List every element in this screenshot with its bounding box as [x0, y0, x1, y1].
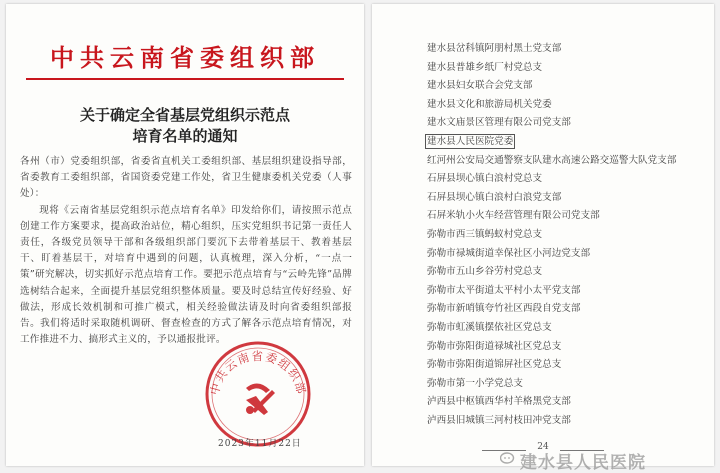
list-item [427, 412, 707, 431]
list-item [427, 189, 707, 208]
list-item [427, 59, 707, 78]
list-item [427, 96, 707, 115]
list-item [427, 170, 707, 189]
demonstration-list [427, 40, 707, 430]
watermark-text: 建水县人民医院 [520, 453, 646, 473]
list-item [427, 207, 707, 226]
list-item-text: 弥勒市弥阳街道禄城社区党总支 [427, 340, 562, 352]
svg-text:中共云南省委组织部: 中共云南省委组织部 [207, 349, 309, 397]
list-item [427, 338, 707, 357]
list-item-text: 弥勒市太平街道太平村小太平党支部 [427, 284, 581, 296]
list-item [427, 319, 707, 338]
list-item [427, 356, 707, 375]
list-item [427, 375, 707, 394]
page-number: 24 [537, 442, 549, 452]
list-item [427, 133, 707, 152]
list-item-text: 石屏县坝心镇白浪村白浪党支部 [427, 191, 562, 203]
notice-title-line1: 关于确定全省基层党组织示范点 [79, 106, 290, 124]
list-item-text: 弥勒市新哨镇夸竹社区西段自党支部 [427, 303, 581, 315]
list-item-text: 泸西县旧城镇三河村枝田冲党支部 [427, 414, 571, 426]
list-item-text: 弥勒市禄城街道幸保社区小河边党支部 [427, 247, 591, 259]
notice-body [20, 152, 352, 348]
list-item [427, 226, 707, 245]
list-item-text: 弥勒市五山乡谷劳村党总支 [427, 266, 543, 278]
list-item-text: 建水县人民医院党委 [427, 135, 514, 147]
left-document-page [6, 4, 364, 466]
official-seal-icon [202, 338, 314, 450]
list-item [427, 152, 707, 171]
list-item [427, 114, 707, 133]
list-item [427, 300, 707, 319]
list-item-text: 泸西县中枢镇西华村羊格黑党支部 [427, 396, 571, 408]
list-item [427, 245, 707, 264]
list-item-text: 建水县文化和旅游局机关党委 [427, 98, 552, 110]
list-item-text: 建水县岔科镇阿朋村黑土党支部 [427, 43, 562, 54]
chat-bubble-icon [500, 452, 516, 466]
body-paragraph: 现将《云南省基层党组织示范点培育名单》印发给你们，请按照示范点创建工作方案要求，提高政治站位，精心组织，压实党组织书记第一责任人责任，各级党员领导干部和各级组织部门要沉下去带着基层干、教着基层干、盯着基层干，对培育中遇到的问题，认真梳理，深入分析，“一点一策”研究解决，切实抓好示范点培育工作。要把示范点培育与“云岭先锋”品牌选树结合起来，全面提升基层党组织整体质量。要及时总结宣传好经验、好做法，形成长效机制和可推广模式，相关经验做法请及时向省委组织部报告。我们将适时采取随机调研、督查检查的方式了解各示范点培育情况，对工作推进不力、搞形式主义的，予以通报批评。 [20, 204, 352, 346]
notice-title-line2: 培育名单的通知 [132, 127, 238, 145]
list-item-text: 建水文庙景区管理有限公司党支部 [427, 117, 571, 129]
list-item-text: 弥勒市第一小学党总支 [427, 377, 523, 389]
list-item-text: 建水县普雄乡纸厂村党总支 [427, 61, 543, 73]
list-item [427, 282, 707, 301]
list-item-text: 弥勒市弥阳街道锦屏社区党总支 [427, 359, 562, 371]
list-item-text: 弥勒市西三镇蚂蚁村党总支 [427, 228, 543, 240]
list-item-text: 石屏米轨小火车经营管理有限公司党支部 [427, 210, 600, 222]
right-document-page [372, 4, 714, 466]
addressees: 各州（市）党委组织部，省委省直机关工委组织部、基层组织建设指导部，省委教育工委组织部，省国资委党建工作处，省卫生健康委机关党委（人事处）： [20, 156, 352, 200]
list-item [427, 40, 707, 59]
list-item-text: 建水县妇女联合会党支部 [427, 80, 533, 92]
list-item-text: 红河州公安局交通警察支队建水高速公路交巡警大队党支部 [427, 154, 677, 166]
list-item [427, 393, 707, 412]
list-item-text: 石屏县坝心镇白浪村党总支 [427, 173, 543, 185]
list-item-text: 弥勒市虹溪镇摆依社区党总支 [427, 321, 552, 333]
masthead-title: 中共云南省委组织部 [50, 43, 320, 72]
list-item [427, 77, 707, 96]
issue-date: 2023年11月22日 [218, 439, 302, 449]
list-item [427, 263, 707, 282]
red-divider-line [26, 78, 344, 80]
watermark [520, 448, 646, 473]
